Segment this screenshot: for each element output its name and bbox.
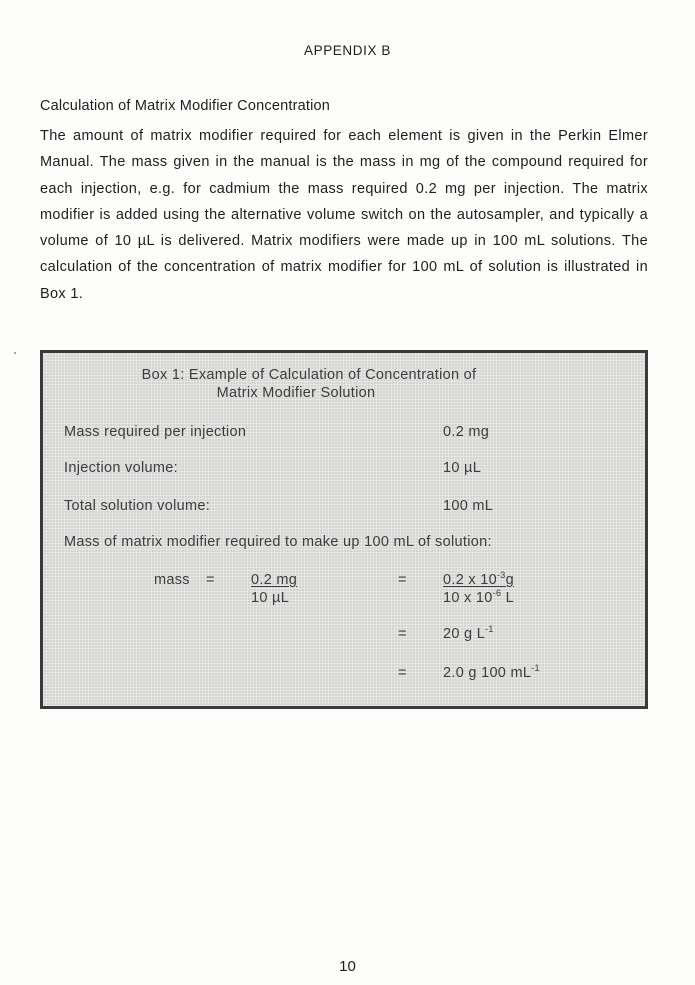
box-instruction: Mass of matrix modifier required to make up 100 mL of solution: bbox=[64, 534, 492, 550]
calc-fraction-1-denominator: 10 µL bbox=[251, 590, 290, 606]
calc-result-1-exponent: -1 bbox=[485, 624, 494, 635]
calc-result-2-exponent: -1 bbox=[531, 663, 540, 674]
calc-fraction-2-denominator-text: 10 x 10 bbox=[443, 590, 493, 606]
box-1 bbox=[40, 350, 648, 709]
calc-result-2-text: 2.0 g 100 mL bbox=[443, 665, 532, 681]
box-title bbox=[43, 366, 645, 402]
page-heading: APPENDIX B bbox=[303, 43, 392, 58]
calc-fraction-1-numerator: 0.2 mg bbox=[251, 572, 298, 588]
calc-equals-1: = bbox=[206, 572, 215, 588]
calc-fraction-2-numerator bbox=[443, 572, 514, 588]
calc-equals-3: = bbox=[398, 626, 407, 642]
calc-fraction-2-numerator-text: 0.2 x 10 bbox=[443, 572, 497, 588]
calc-fraction-2-denominator bbox=[443, 590, 514, 606]
box-title-line-1: Box 1: Example of Calculation of Concentration of bbox=[141, 367, 477, 383]
calc-fraction-2-denominator-unit: L bbox=[501, 590, 514, 606]
calc-result-2 bbox=[443, 665, 540, 681]
margin-speck bbox=[14, 352, 16, 354]
calc-fraction-2-numerator-exponent: -3 bbox=[497, 570, 506, 581]
page-number: 10 bbox=[339, 958, 356, 975]
row-value-mass-per-injection: 0.2 mg bbox=[443, 424, 490, 440]
row-label-mass-per-injection: Mass required per injection bbox=[64, 424, 247, 440]
calc-fraction-2-denominator-exponent: -6 bbox=[492, 588, 502, 599]
row-value-injection-volume: 10 µL bbox=[443, 460, 482, 476]
calc-fraction-2-numerator-unit: g bbox=[505, 572, 514, 588]
section-title: Calculation of Matrix Modifier Concentration bbox=[40, 98, 331, 114]
calc-result-1-text: 20 g L bbox=[443, 626, 486, 642]
row-value-total-solution-volume: 100 mL bbox=[443, 498, 494, 514]
calc-equals-2: = bbox=[398, 572, 407, 588]
row-label-total-solution-volume: Total solution volume: bbox=[64, 498, 211, 514]
calc-equals-4: = bbox=[398, 665, 407, 681]
box-title-line-2: Matrix Modifier Solution bbox=[216, 385, 376, 401]
body-paragraph: The amount of matrix modifier required for each element is given in the Perkin Elmer Manual. The mass given in the manual is the mass in mg of the compound required for each injection, e.g. for cadmium the mass required 0.2 mg per injection. The matrix modifier is added using the alternative volume switch on the autosampler, and typically a volume of 10 µL is delivered. Matrix modifiers were made up in 100 mL solutions. The calculation of the concentration of matrix modifier for 100 mL of solution is illustrated in Box 1. bbox=[40, 128, 648, 302]
calc-result-1 bbox=[443, 626, 494, 642]
calc-lhs: mass bbox=[154, 572, 190, 588]
row-label-injection-volume: Injection volume: bbox=[64, 460, 178, 476]
